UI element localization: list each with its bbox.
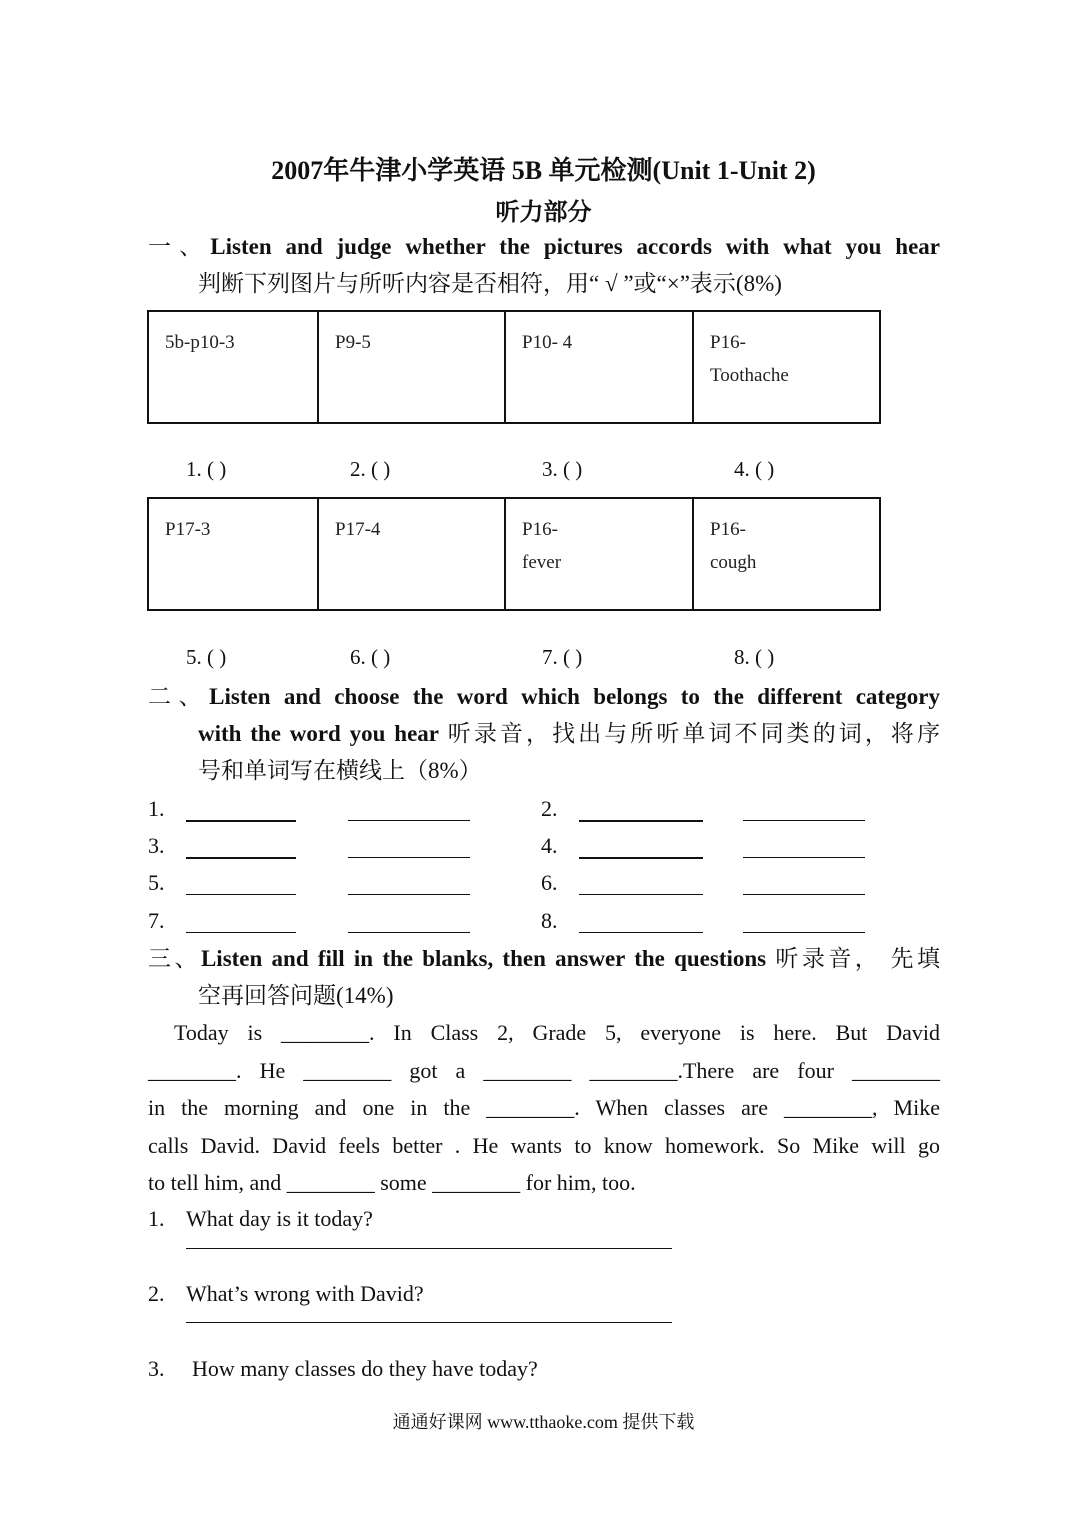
section-2-heading (148, 678, 940, 789)
section-title-cn: 听录音，找出与所听单词不同类的词，将序 (438, 721, 940, 746)
passage-line: to tell him, and ________ some ________ for him, too. (148, 1170, 636, 1195)
picture-cell: P17-3 (148, 498, 318, 610)
answer-blank[interactable] (743, 796, 865, 821)
answer-line[interactable] (186, 1322, 672, 1323)
section-title-en: Listen and choose the word which belongs to the different category (209, 684, 941, 709)
question-item: 1. What day is it today? (148, 1206, 373, 1231)
answer-blank[interactable] (186, 796, 296, 822)
answer-blank[interactable] (348, 908, 470, 933)
passage-line: Today is ________. In Class 2, Grade 5, everyone is here. But David (174, 1020, 940, 1045)
section-number: 三、 (148, 946, 201, 971)
answer-blank[interactable] (186, 833, 296, 859)
answer-bracket[interactable]: 8. ( ) (734, 645, 775, 669)
answer-blank[interactable] (348, 796, 470, 821)
section-3-heading (148, 940, 940, 1014)
section-title-cn: 听录音， 先填 (766, 946, 941, 971)
answer-blank[interactable] (579, 796, 703, 822)
answer-blank[interactable] (579, 908, 703, 933)
section-number: 二、 (148, 684, 210, 709)
answer-bracket[interactable]: 4. ( ) (734, 457, 775, 481)
section-title-cn-cont: 号和单词写在横线上（8%） (198, 758, 482, 783)
page-title: 2007年牛津小学英语 5B 单元检测(Unit 1-Unit 2) (271, 156, 816, 185)
answer-bracket[interactable]: 6. ( ) (350, 645, 391, 669)
picture-table-1 (147, 310, 881, 424)
picture-cell: P10- 4 (505, 311, 693, 423)
picture-cell: P16- fever (505, 498, 693, 610)
cloze-passage (148, 1014, 940, 1202)
question-text: How many classes do they have today? (192, 1356, 538, 1381)
answer-blank[interactable] (348, 870, 470, 895)
section-1-heading (148, 228, 940, 302)
answer-blank[interactable] (579, 870, 703, 895)
answer-blank[interactable] (186, 908, 296, 933)
question-text: What’s wrong with David? (186, 1281, 424, 1306)
picture-cell: P9-5 (318, 311, 505, 423)
passage-line: ________. He ________ got a ________ ________.There are four ________ (148, 1057, 940, 1083)
question-text: What day is it today? (186, 1206, 373, 1231)
passage-line: in the morning and one in the ________. When classes are ________, Mike (148, 1095, 940, 1120)
picture-cell: P16- cough (693, 498, 880, 610)
answer-blank[interactable] (186, 870, 296, 895)
picture-cell: 5b-p10-3 (148, 311, 318, 423)
section-title-cn: 判断下列图片与所听内容是否相符，用“ √ ”或“×”表示(8%) (198, 271, 782, 296)
answer-blank[interactable] (743, 908, 865, 933)
section-number: 一、 (148, 234, 211, 259)
answer-bracket[interactable]: 3. ( ) (542, 457, 583, 481)
section-title-en: Listen and fill in the blanks, then answer the questions (200, 946, 767, 971)
answer-blank[interactable] (348, 833, 470, 858)
answer-bracket[interactable]: 2. ( ) (350, 457, 391, 481)
answer-blank[interactable] (743, 870, 865, 895)
section-title-en-cont: with the word you hear (198, 721, 439, 746)
picture-cell: P17-4 (318, 498, 505, 610)
answer-blank[interactable] (579, 833, 703, 859)
page-subtitle: 听力部分 (495, 200, 592, 226)
answer-blank[interactable] (743, 833, 865, 858)
passage-line: calls David. David feels better . He wants to know homework. So Mike will go (148, 1132, 940, 1158)
question-item: 3. How many classes do they have today? (148, 1356, 538, 1381)
answer-bracket[interactable]: 5. ( ) (186, 645, 227, 669)
answer-line[interactable] (186, 1248, 672, 1249)
question-item: 2. What’s wrong with David? (148, 1281, 424, 1306)
answer-bracket[interactable]: 7. ( ) (542, 645, 583, 669)
answer-bracket[interactable]: 1. ( ) (186, 457, 227, 481)
picture-table-2 (147, 497, 881, 611)
picture-cell: P16- Toothache (693, 311, 880, 423)
page-footer: 通通好课网 www.tthaoke.com 提供下载 (392, 1412, 695, 1432)
section-title-en: Listen and judge whether the pictures accords with what you hear (210, 234, 940, 259)
section-title-cn-cont: 空再回答问题(14%) (198, 983, 394, 1008)
